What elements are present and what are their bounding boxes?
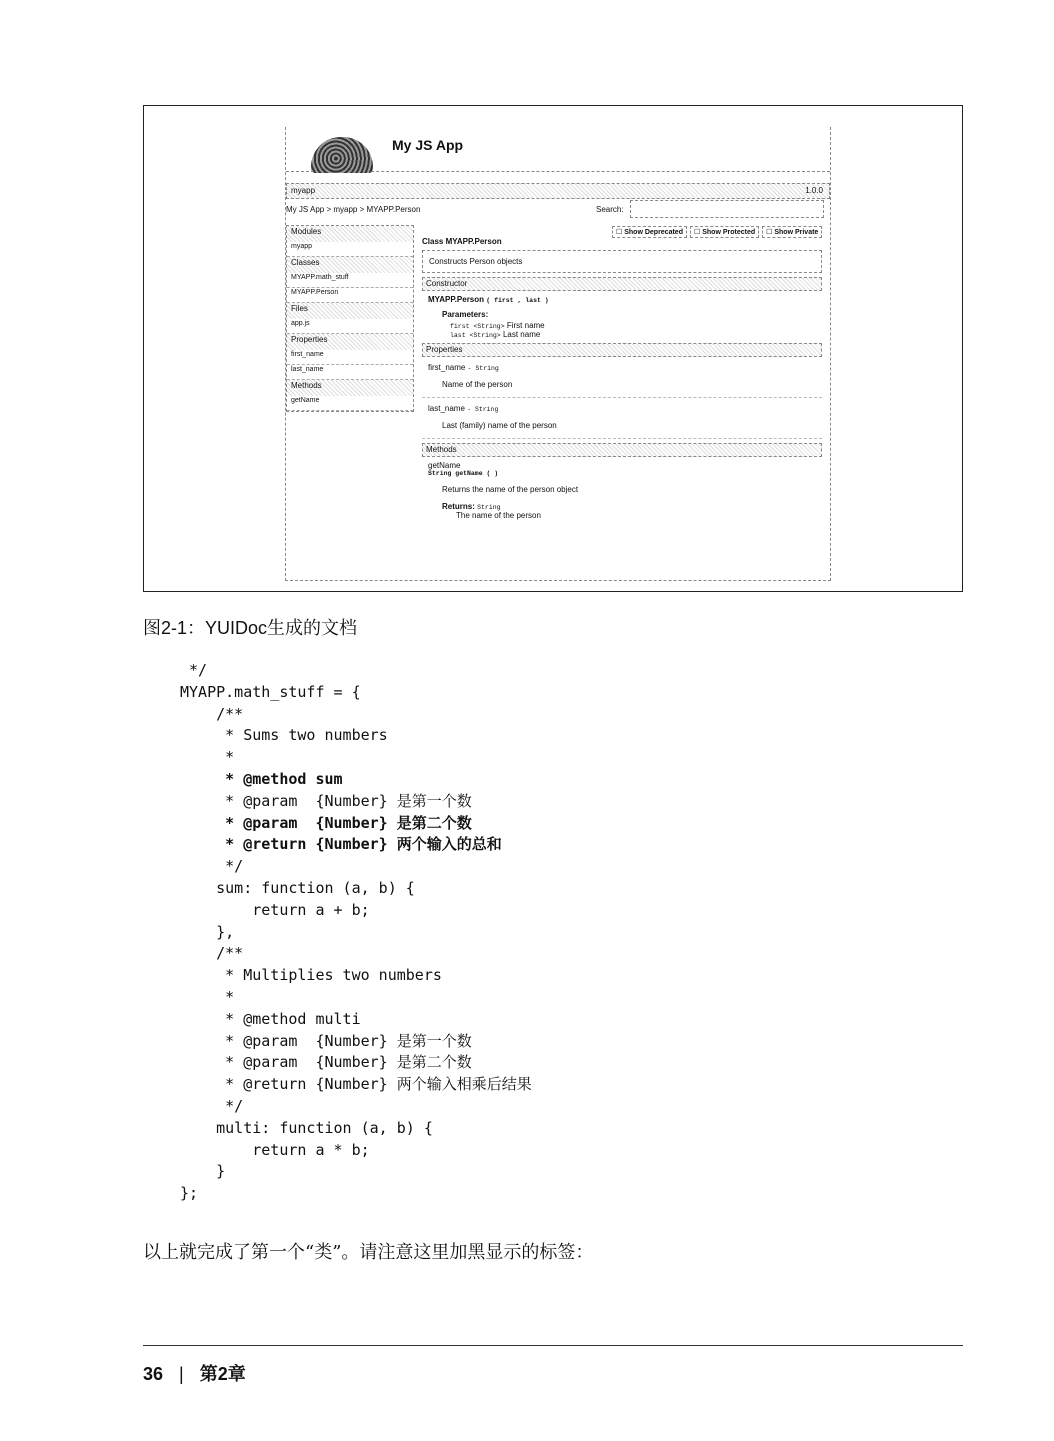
methods-heading: Methods [422, 443, 822, 457]
method-description: Returns the name of the person object [442, 485, 579, 494]
constructor-args: ( first , last ) [486, 297, 549, 304]
param-name: last <String> [450, 332, 501, 339]
param-desc: First name [506, 321, 545, 330]
module-name[interactable]: myapp [291, 186, 316, 195]
property-item [422, 357, 822, 372]
page-footer [143, 1360, 246, 1386]
property-name: last_name [428, 404, 465, 413]
code-line: }, [180, 922, 235, 941]
code-line: * @return {Number} 两个输入的总和 [180, 835, 502, 854]
returns-description: The name of the person [456, 511, 541, 520]
code-line: /** [180, 944, 244, 963]
constructor-name: MYAPP.Person [428, 295, 485, 304]
code-line: /** [180, 704, 244, 723]
property-desc: Name of the person [422, 372, 822, 398]
version: 1.0.0 [805, 186, 823, 195]
yuidoc-screenshot [285, 127, 831, 581]
doc-header [286, 127, 830, 172]
code-line: * @param {Number} 是第一个数 [180, 791, 472, 810]
code-line: * [180, 748, 235, 767]
constructor-signature [422, 291, 822, 308]
code-line: */ [180, 661, 208, 679]
code-line: }; [180, 1184, 199, 1203]
method-name: getName [428, 461, 461, 470]
breadcrumb[interactable]: My JS App > myapp > MYAPP.Person [286, 205, 421, 214]
class-title: Class MYAPP.Person [422, 237, 502, 246]
code-listing [180, 660, 532, 1205]
property-name: first_name [428, 363, 466, 372]
constructor-heading: Constructor [422, 277, 822, 291]
search-label: Search: [596, 205, 624, 214]
param-row [422, 321, 822, 330]
code-line: * Multiplies two numbers [180, 966, 442, 985]
chapter-label: 第2章 [199, 1364, 246, 1384]
class-description: Constructs Person objects [422, 250, 822, 273]
figure-frame [143, 105, 963, 592]
page-number: 36 [143, 1364, 164, 1384]
param-name: first <String> [450, 323, 505, 330]
code-line: * @param {Number} 是第二个数 [180, 1053, 472, 1072]
footer-separator: | [179, 1364, 184, 1384]
params-label: Parameters: [442, 310, 489, 319]
toggle-label: Show Private [774, 229, 819, 236]
module-bar [286, 183, 830, 199]
properties-heading: Properties [422, 343, 822, 357]
property-desc: Last (family) name of the person [422, 413, 822, 439]
code-line: * [180, 987, 235, 1006]
sidebar-heading: Properties [287, 334, 413, 350]
class-content [422, 237, 822, 520]
sidebar-item[interactable]: last_name [287, 365, 413, 380]
code-line: return a * b; [180, 1140, 370, 1159]
sidebar-heading: Methods [287, 380, 413, 396]
returns-label: Returns: [442, 502, 475, 511]
body-paragraph: 以上就完成了第一个“类”。请注意这里加黑显示的标签： [143, 1242, 594, 1263]
app-logo-icon [311, 137, 373, 173]
code-line: * @param {Number} 是第二个数 [180, 813, 472, 832]
code-line: * @return {Number} 两个输入相乘后结果 [180, 1075, 532, 1094]
property-item [422, 398, 822, 413]
property-type: - String [467, 365, 499, 372]
toggle-label: Show Deprecated [624, 229, 683, 236]
search-input[interactable] [630, 200, 824, 218]
app-title: My JS App [392, 137, 464, 153]
code-line: * Sums two numbers [180, 726, 388, 745]
code-line: * @param {Number} 是第一个数 [180, 1031, 472, 1050]
code-line: MYAPP.math_stuff = { [180, 682, 361, 701]
code-line: multi: function (a, b) { [180, 1118, 433, 1137]
code-line: return a + b; [180, 900, 370, 919]
sidebar-item[interactable]: app.js [287, 319, 413, 334]
code-line: */ [180, 1096, 244, 1115]
sidebar-heading: Classes [287, 257, 413, 273]
code-line: } [180, 1162, 226, 1181]
show-private-checkbox[interactable]: ☐ Show Private [762, 226, 822, 238]
sidebar-heading: Files [287, 303, 413, 319]
show-protected-checkbox[interactable]: ☐ Show Protected [690, 226, 759, 238]
returns-type: String [477, 504, 501, 511]
toggle-label: Show Protected [702, 229, 756, 236]
show-deprecated-checkbox[interactable]: ☐ Show Deprecated [612, 226, 687, 238]
sidebar-item[interactable]: MYAPP.Person [287, 288, 413, 303]
sidebar-item[interactable]: myapp [287, 242, 413, 257]
sidebar-item[interactable]: first_name [287, 350, 413, 365]
method-signature: String getName ( ) [428, 470, 499, 477]
code-line: * @method sum [180, 769, 343, 788]
param-desc: Last name [502, 330, 541, 339]
code-line: */ [180, 857, 244, 876]
footer-rule [143, 1345, 963, 1346]
sidebar-item[interactable]: getName [287, 396, 413, 411]
sidebar-heading: Modules [287, 226, 413, 242]
code-line: sum: function (a, b) { [180, 878, 415, 897]
sidebar-item[interactable]: MYAPP.math_stuff [287, 273, 413, 288]
code-line: * @method multi [180, 1009, 361, 1028]
param-row [422, 330, 822, 339]
figure-caption: 图2-1：YUIDoc生成的文档 [143, 618, 358, 638]
property-type: - String [467, 406, 499, 413]
sidebar [286, 225, 414, 412]
